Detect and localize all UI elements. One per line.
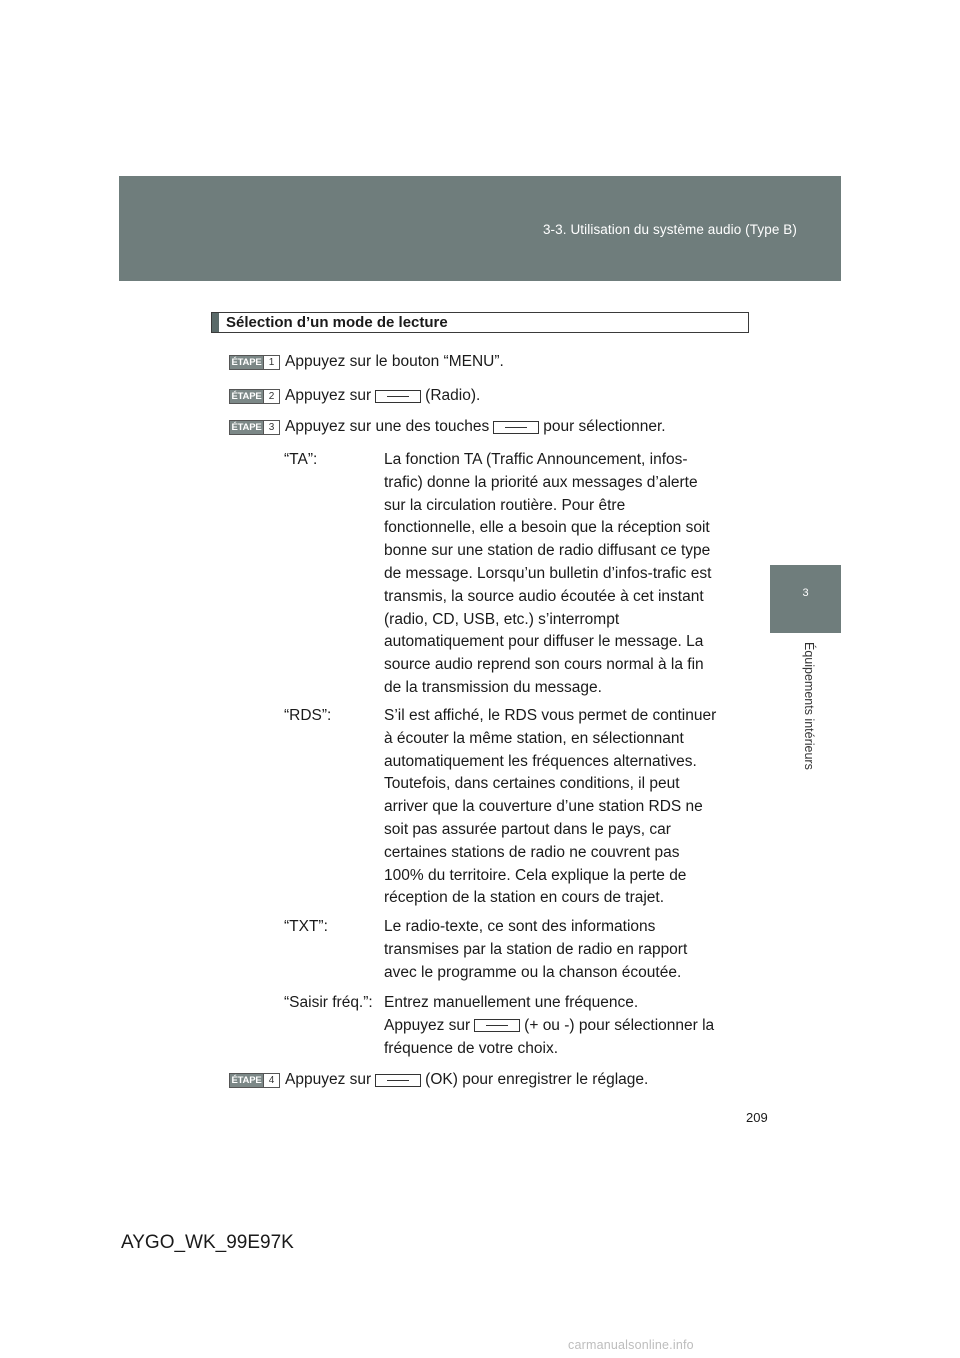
document-code: AYGO_WK_99E97K	[121, 1232, 294, 1253]
definition-body-rds: S’il est affiché, le RDS vous permet de continuer à écouter la même station, en sélectionnant automatiquement les fréquences alternatives. Toutefois, dans certaines conditions, il peut arriver que la couverture d’une station RDS ne soit pas assurée partout dans le pays, car certaines stations de radio ne couvrent pas 100% du territoire. Cela explique la perte de réception de la station en cours de trajet.	[384, 707, 717, 907]
definition-term-rds: “RDS”:	[284, 707, 332, 724]
definition-body-ta: La fonction TA (Traffic Announcement, infos- trafic) donne la priorité aux messages d’alerte sur la circulation routière. Pour être fonctionnelle, elle a besoin que la réception soit bonne sur une station de radio diffusant ce type de message. Lorsqu’un bulletin d’infos-trafic est transmis, la source audio écoutée à cet instant (radio, CD, USB, etc.) s’interrompt automatiquement pour diffuser le message. La source audio reprend son cours normal à la fin de la transmission du message.	[384, 451, 712, 696]
definition-term-ta: “TA”:	[284, 451, 318, 468]
step-badge: ÉTAPE 4	[229, 1073, 280, 1088]
step-1	[229, 353, 504, 371]
step-text-after: (OK) pour enregistrer le réglage.	[425, 1071, 649, 1088]
definition-term-txt: “TXT”:	[284, 918, 328, 935]
step-text: Appuyez sur	[285, 387, 372, 404]
definition-term-freq: “Saisir fréq.”:	[284, 994, 373, 1011]
step-text-after: pour sélectionner.	[543, 418, 666, 435]
step-text: Appuyez sur une des touches	[285, 418, 490, 435]
step-4	[229, 1071, 648, 1089]
header-band	[119, 176, 841, 281]
step-text-after: (Radio).	[425, 387, 481, 404]
section-title: Sélection d’un mode de lecture	[226, 314, 448, 331]
chapter-side-label: Équipements intérieurs	[802, 642, 816, 770]
section-title-bar	[212, 313, 219, 332]
section-title-box	[211, 312, 749, 333]
page-number: 209	[746, 1110, 768, 1125]
step-2	[229, 387, 480, 405]
step-3	[229, 418, 666, 436]
button-icon	[474, 1019, 520, 1032]
definition-body-txt: Le radio-texte, ce sont des informations transmises par la station de radio en rapport avec le programme ou la chanson écoutée.	[384, 918, 688, 981]
button-icon	[375, 390, 421, 403]
chapter-number: 3	[802, 587, 809, 599]
step-badge: ÉTAPE 3	[229, 420, 280, 435]
definition-body-freq: Entrez manuellement une fréquence. Appuyez sur (+ ou -) pour sélectionner la fréquence de votre choix.	[384, 992, 744, 1060]
watermark: carmanualsonline.info	[568, 1338, 694, 1352]
chapter-title: 3-3. Utilisation du système audio (Type B)	[542, 222, 797, 237]
chapter-tab	[770, 565, 841, 633]
button-icon	[493, 421, 539, 434]
step-badge: ÉTAPE 2	[229, 389, 280, 404]
step-badge: ÉTAPE 1	[229, 355, 280, 370]
button-icon	[375, 1074, 421, 1087]
freq-line-with-button: Appuyez sur (+ ou -) pour sélectionner la	[384, 1016, 715, 1034]
step-text: Appuyez sur	[285, 1071, 372, 1088]
step-text: Appuyez sur le bouton “MENU”.	[285, 353, 504, 370]
